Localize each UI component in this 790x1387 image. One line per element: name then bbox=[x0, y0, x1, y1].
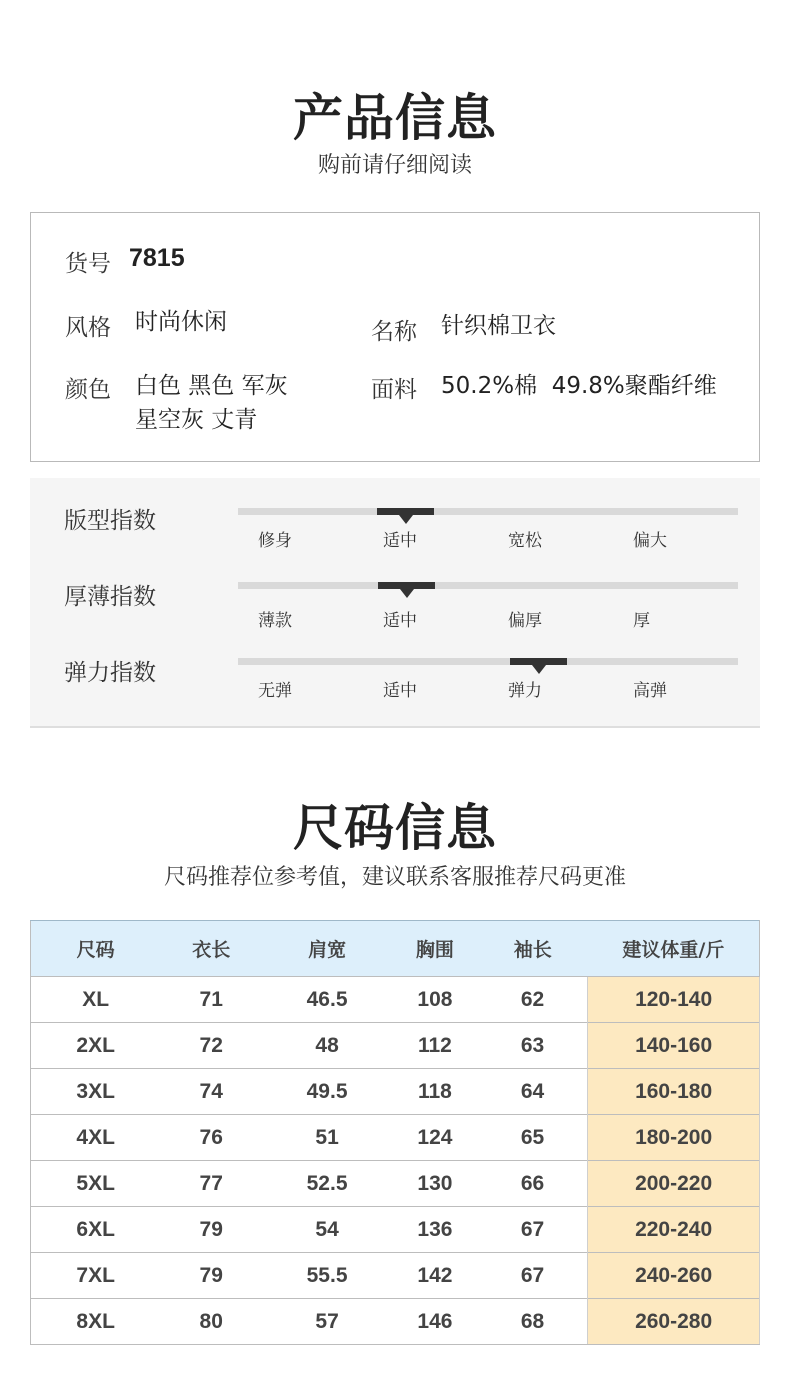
table-cell: 76 bbox=[160, 1115, 262, 1161]
table-cell: 48 bbox=[262, 1023, 392, 1069]
table-header-cell: 建议体重/斤 bbox=[588, 921, 760, 977]
table-cell: 65 bbox=[478, 1115, 588, 1161]
table-cell: 118 bbox=[392, 1069, 478, 1115]
table-row bbox=[31, 1207, 760, 1253]
index-tick: 偏厚 bbox=[508, 611, 542, 631]
index-tick: 无弹 bbox=[258, 681, 292, 701]
table-cell: 3XL bbox=[31, 1069, 161, 1115]
index-label: 版型指数 bbox=[64, 508, 156, 534]
table-cell: 46.5 bbox=[262, 977, 392, 1023]
product-info-box bbox=[30, 212, 760, 462]
name-label: 名称 bbox=[371, 319, 417, 345]
color-label: 颜色 bbox=[65, 377, 111, 403]
table-cell: 124 bbox=[392, 1115, 478, 1161]
table-cell: 142 bbox=[392, 1253, 478, 1299]
table-header-row bbox=[31, 921, 760, 977]
table-cell: 67 bbox=[478, 1253, 588, 1299]
size-info-subtitle: 尺码推荐位参考值，建议联系客服推荐尺码更准 bbox=[163, 865, 626, 890]
index-tick: 弹力 bbox=[508, 681, 542, 701]
table-cell: 74 bbox=[160, 1069, 262, 1115]
product-info-title: 产品信息 bbox=[293, 89, 497, 147]
sku-value: 7815 bbox=[129, 244, 185, 272]
index-row-elasticity bbox=[30, 654, 760, 724]
table-cell: 5XL bbox=[31, 1161, 161, 1207]
index-label: 弹力指数 bbox=[64, 660, 156, 686]
table-cell: 79 bbox=[160, 1207, 262, 1253]
table-header-cell: 尺码 bbox=[31, 921, 161, 977]
index-tick: 厚 bbox=[633, 611, 650, 631]
table-row bbox=[31, 1069, 760, 1115]
index-marker bbox=[378, 582, 435, 589]
table-row bbox=[31, 1023, 760, 1069]
table-cell: 6XL bbox=[31, 1207, 161, 1253]
table-cell: 57 bbox=[262, 1299, 392, 1345]
index-tick: 偏大 bbox=[633, 531, 667, 551]
table-row bbox=[31, 1115, 760, 1161]
index-tick: 适中 bbox=[383, 611, 417, 631]
table-cell: 120-140 bbox=[588, 977, 760, 1023]
index-marker bbox=[510, 658, 567, 665]
style-value: 时尚休闲 bbox=[135, 309, 227, 335]
table-row bbox=[31, 1299, 760, 1345]
color-value-line1: 白色 黑色 军灰 bbox=[135, 373, 288, 399]
table-cell: 62 bbox=[478, 977, 588, 1023]
table-cell: 4XL bbox=[31, 1115, 161, 1161]
table-cell: 64 bbox=[478, 1069, 588, 1115]
index-row-thickness bbox=[30, 578, 760, 648]
index-track bbox=[238, 582, 738, 589]
index-tick: 高弹 bbox=[633, 681, 667, 701]
table-cell: 63 bbox=[478, 1023, 588, 1069]
table-cell: 260-280 bbox=[588, 1299, 760, 1345]
index-tick: 薄款 bbox=[258, 611, 292, 631]
table-cell: 160-180 bbox=[588, 1069, 760, 1115]
table-cell: 112 bbox=[392, 1023, 478, 1069]
size-table bbox=[30, 920, 760, 1345]
style-label: 风格 bbox=[65, 315, 111, 341]
index-marker bbox=[377, 508, 434, 515]
table-header-cell: 袖长 bbox=[478, 921, 588, 977]
table-cell: 7XL bbox=[31, 1253, 161, 1299]
sku-label: 货号 bbox=[65, 251, 111, 277]
table-cell: 79 bbox=[160, 1253, 262, 1299]
table-cell: 52.5 bbox=[262, 1161, 392, 1207]
index-tick: 适中 bbox=[383, 681, 417, 701]
table-cell: 130 bbox=[392, 1161, 478, 1207]
table-cell: 220-240 bbox=[588, 1207, 760, 1253]
table-header-cell: 胸围 bbox=[392, 921, 478, 977]
table-cell: 54 bbox=[262, 1207, 392, 1253]
table-row bbox=[31, 977, 760, 1023]
table-cell: 200-220 bbox=[588, 1161, 760, 1207]
table-cell: 180-200 bbox=[588, 1115, 760, 1161]
table-cell: XL bbox=[31, 977, 161, 1023]
size-info-title: 尺码信息 bbox=[293, 799, 497, 857]
index-label: 厚薄指数 bbox=[64, 584, 156, 610]
index-track bbox=[238, 658, 738, 665]
fit-index-panel bbox=[30, 478, 760, 728]
index-track bbox=[238, 508, 738, 515]
table-row bbox=[31, 1161, 760, 1207]
table-header-cell: 肩宽 bbox=[262, 921, 392, 977]
index-tick: 宽松 bbox=[508, 531, 542, 551]
table-cell: 72 bbox=[160, 1023, 262, 1069]
table-cell: 66 bbox=[478, 1161, 588, 1207]
table-cell: 68 bbox=[478, 1299, 588, 1345]
table-cell: 136 bbox=[392, 1207, 478, 1253]
fabric-value: 50.2%棉 49.8%聚酯纤维 bbox=[441, 373, 717, 399]
table-cell: 49.5 bbox=[262, 1069, 392, 1115]
index-tick: 适中 bbox=[383, 531, 417, 551]
table-cell: 77 bbox=[160, 1161, 262, 1207]
table-cell: 55.5 bbox=[262, 1253, 392, 1299]
table-cell: 108 bbox=[392, 977, 478, 1023]
table-cell: 140-160 bbox=[588, 1023, 760, 1069]
fabric-label: 面料 bbox=[371, 377, 417, 403]
index-tick: 修身 bbox=[258, 531, 292, 551]
table-cell: 71 bbox=[160, 977, 262, 1023]
table-header-cell: 衣长 bbox=[160, 921, 262, 977]
table-cell: 146 bbox=[392, 1299, 478, 1345]
table-cell: 51 bbox=[262, 1115, 392, 1161]
table-cell: 8XL bbox=[31, 1299, 161, 1345]
table-cell: 67 bbox=[478, 1207, 588, 1253]
table-cell: 2XL bbox=[31, 1023, 161, 1069]
name-value: 针织棉卫衣 bbox=[441, 313, 556, 339]
color-value-line2: 星空灰 丈青 bbox=[135, 407, 258, 433]
table-cell: 240-260 bbox=[588, 1253, 760, 1299]
table-row bbox=[31, 1253, 760, 1299]
table-cell: 80 bbox=[160, 1299, 262, 1345]
index-row-fit bbox=[30, 502, 760, 572]
product-info-subtitle: 购前请仔细阅读 bbox=[317, 153, 472, 178]
